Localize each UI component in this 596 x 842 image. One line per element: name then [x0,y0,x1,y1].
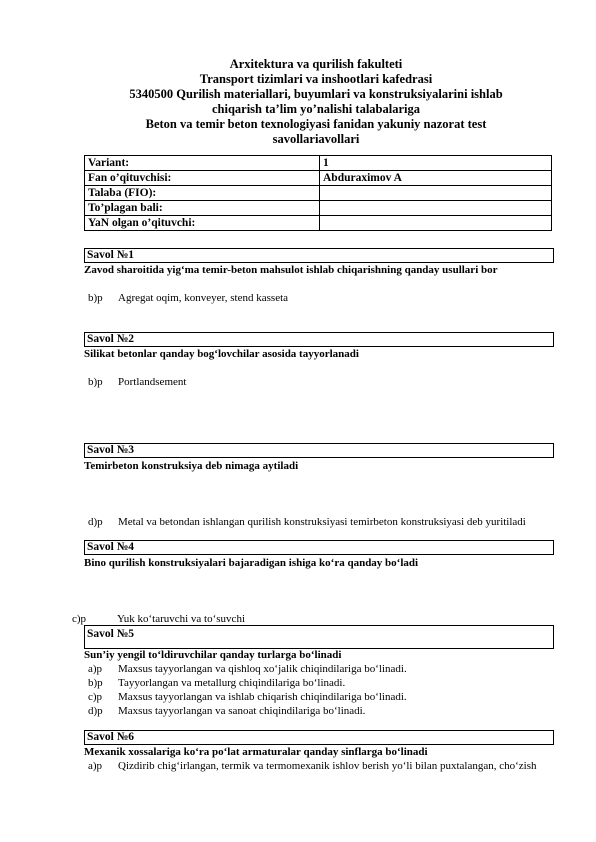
answer-text: Yuk ko‘taruvchi va to‘suvchi [117,613,245,625]
header-specialty: 5340500 Qurilish materiallari, buyumlari va konstruksiyalarini ishlab [129,87,503,101]
question-3-title: Savol №3 [84,443,554,458]
header-subject-cont: savollariavollari [272,132,360,146]
answer-key: c)p [72,613,87,625]
info-value [320,216,552,231]
header-department: Transport tizimlari va inshootlari kafedrasi [199,72,433,86]
answer-key: b)p [88,376,103,388]
answer-key: a)p [88,760,103,772]
question-5-title: Savol №5 [84,625,554,649]
info-row [85,156,552,171]
answer-key: a)p [88,663,103,675]
question-6-text: Mexanik xossalariga ko‘ra po‘lat armaturalar qanday sinflarga bo‘linadi [84,746,428,758]
answer-key: d)p [88,705,103,717]
info-row [85,216,552,231]
question-2-title: Savol №2 [84,332,554,347]
answer-text: Metal va betondan ishlangan qurilish konstruksiyasi temirbeton konstruksiyasi deb yuritiladi [118,516,526,528]
question-6-title: Savol №6 [84,730,554,745]
answer-text: Qizdirib chig‘irlangan, termik va termomexanik ishlov berish yo‘li bilan puxtalangan, cho‘zish [118,760,537,772]
question-3-text: Temirbeton konstruksiya deb nimaga aytiladi [84,460,299,472]
info-label: To’plagan bali: [85,201,320,216]
info-label: Fan o’qituvchisi: [85,171,320,186]
answer-key: b)p [88,677,103,689]
info-label: Talaba (FIO): [85,186,320,201]
question-4-title: Savol №4 [84,540,554,555]
student-info-table [84,155,552,231]
info-value: 1 [320,156,552,171]
answer-text: Maxsus tayyorlangan va qishloq xo‘jalik chiqindilariga bo‘linadi. [118,663,407,675]
question-5-text: Sun’iy yengil to‘ldiruvchilar qanday turlarga bo‘linadi [84,649,342,661]
answer-text: Agregat oqim, konveyer, stend kasseta [118,292,289,304]
info-value: Abduraximov A [320,171,552,186]
header-faculty: Arxitektura va qurilish fakulteti [229,57,403,71]
info-row [85,186,552,201]
header-specialty-cont: chiqarish ta’lim yo’nalishi talabalariga [211,102,420,116]
header-subject: Beton va temir beton texnologiyasi fanidan yakuniy nazorat test [145,117,487,131]
answer-key: d)p [88,516,103,528]
answer-text: Maxsus tayyorlangan va ishlab chiqarish chiqindilariga bo‘linadi. [118,691,407,703]
answer-key: b)p [88,292,103,304]
answer-text: Tayyorlangan va metallurg chiqindilariga bo‘linadi. [118,677,346,689]
info-row [85,201,552,216]
question-1-title: Savol №1 [84,248,554,263]
answer-key: c)p [88,691,103,703]
info-label: YaN olgan o’qituvchi: [85,216,320,231]
answer-text: Portlandsement [118,376,187,388]
question-1-text: Zavod sharoitida yig‘ma temir-beton mahsulot ishlab chiqarishning qanday usullari bor [84,264,498,276]
info-value [320,186,552,201]
info-row [85,171,552,186]
question-4-text: Bino qurilish konstruksiyalari bajaradigan ishiga ko‘ra qanday bo‘ladi [84,557,419,569]
answer-text: Maxsus tayyorlangan va sanoat chiqindilariga bo‘linadi. [118,705,366,717]
question-2-text: Silikat betonlar qanday bog‘lovchilar asosida tayyorlanadi [84,348,359,360]
document-header [80,57,552,147]
info-label: Variant: [85,156,320,171]
info-value [320,201,552,216]
